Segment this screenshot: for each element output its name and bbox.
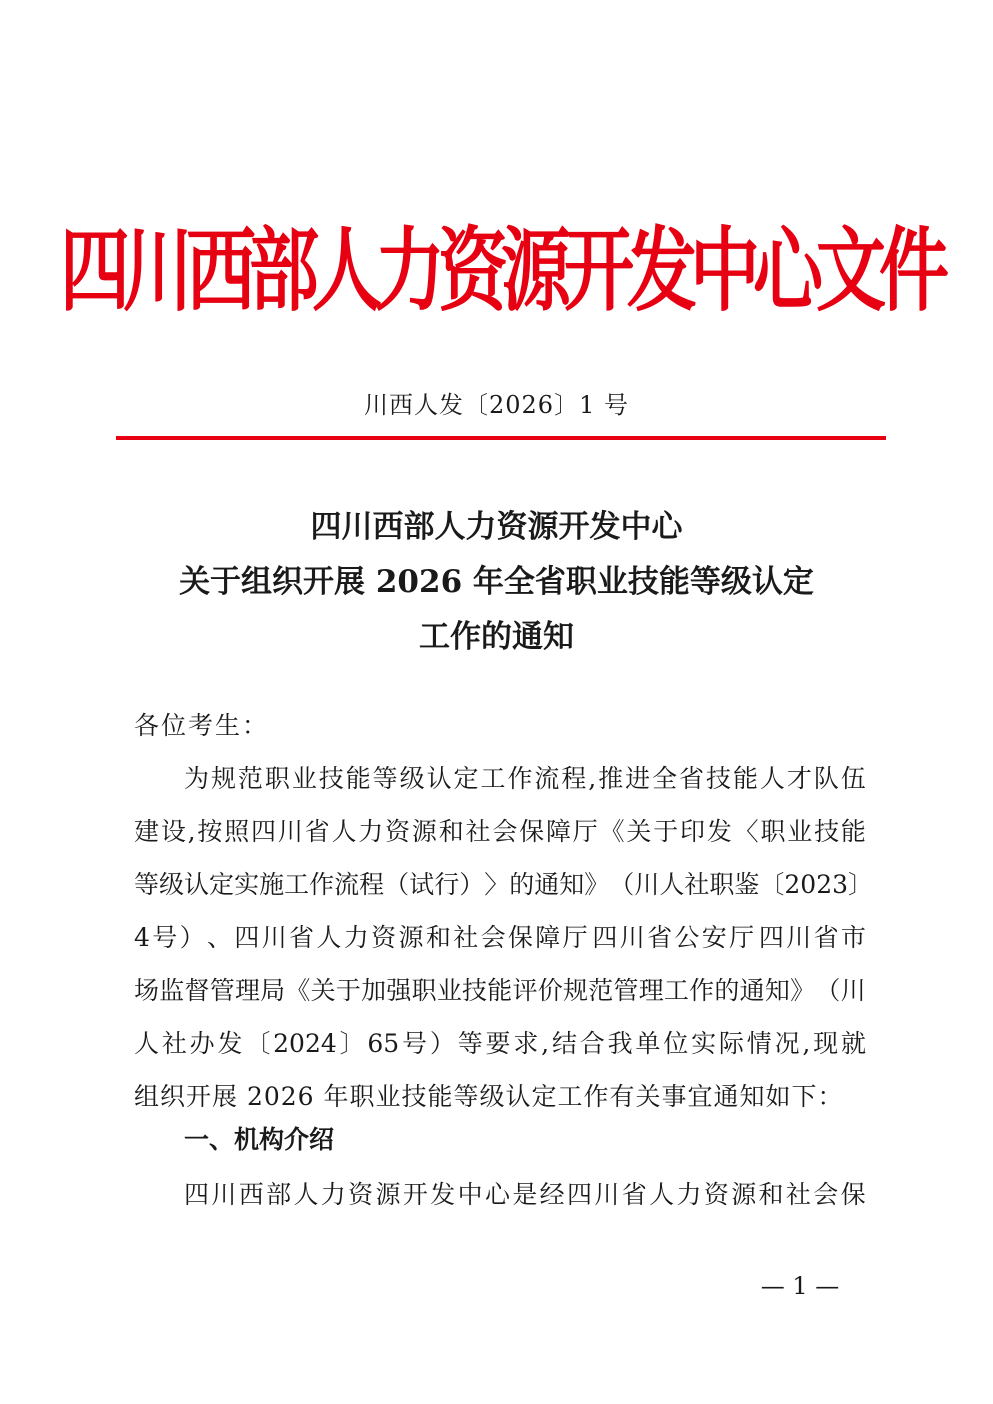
- body-text: 位: [663, 1029, 689, 1058]
- body-text: 作: [507, 764, 533, 793]
- body-text: ）: [429, 1029, 455, 1058]
- body-text: 职: [760, 817, 786, 846]
- body-text: 价: [537, 976, 563, 1005]
- section-text: 发: [430, 1180, 456, 1209]
- body-text: 〕: [848, 870, 874, 899]
- body-text: 〔: [759, 870, 785, 899]
- body-text: 定: [209, 870, 235, 899]
- body-text: ）: [179, 923, 205, 952]
- body-text: 保: [519, 817, 545, 846]
- section-paragraph: [184, 1168, 866, 1221]
- body-text: 我: [607, 1029, 633, 1058]
- body-text: 技: [462, 976, 488, 1005]
- body-text: 人: [659, 870, 685, 899]
- body-text: 推: [598, 764, 624, 793]
- body-text: 工: [284, 870, 310, 899]
- body-text: 、: [206, 923, 232, 952]
- salutation: 各位考生：: [134, 711, 270, 740]
- body-text: 等: [457, 1029, 483, 1058]
- body-text: 社: [161, 1029, 187, 1058]
- body-text: 资: [385, 817, 411, 846]
- body-text: 省: [289, 923, 315, 952]
- body-text: 全: [652, 764, 678, 793]
- body-text: 监: [159, 976, 185, 1005]
- body-text: 规: [562, 976, 588, 1005]
- body-text: 等: [372, 764, 398, 793]
- section-text: 省: [621, 1180, 647, 1209]
- body-text: 级: [399, 764, 425, 793]
- body-text: 伍: [840, 764, 866, 793]
- body-text: 就: [840, 1029, 866, 1058]
- body-text: 会: [492, 817, 518, 846]
- section-text: 和: [758, 1180, 784, 1209]
- body-line: [134, 752, 866, 805]
- body-text: 《: [285, 976, 311, 1005]
- body-text: ,: [541, 1029, 550, 1058]
- body-text: （: [609, 870, 635, 899]
- document-header: 四川西部人力资源开发中心文件: [60, 217, 942, 325]
- body-text: 社: [684, 870, 710, 899]
- body-text: 的: [714, 976, 740, 1005]
- body-text: 职: [411, 976, 437, 1005]
- body-line: [134, 805, 866, 858]
- body-text: 〕: [339, 1029, 365, 1058]
- body-text: 作: [689, 976, 715, 1005]
- section-text: 力: [676, 1180, 702, 1209]
- body-text: 源: [398, 923, 424, 952]
- section-text: 心: [484, 1180, 510, 1209]
- body-text: 工: [663, 976, 689, 1005]
- body-text: 管: [613, 976, 639, 1005]
- body-text: 实: [234, 870, 260, 899]
- body-text: 于: [335, 976, 361, 1005]
- body-text: 人: [331, 817, 357, 846]
- section-text: 中: [457, 1180, 483, 1209]
- body-text: 川: [840, 976, 866, 1005]
- body-text: 于: [653, 817, 679, 846]
- body-text: 队: [813, 764, 839, 793]
- body-text: 障: [535, 923, 561, 952]
- body-text: 2023: [784, 870, 849, 899]
- section-text: 社: [785, 1180, 811, 1209]
- body-text: 能: [840, 817, 866, 846]
- body-text: 社: [453, 923, 479, 952]
- body-text: 办: [189, 1029, 215, 1058]
- section-text: 川: [594, 1180, 620, 1209]
- body-text: 作: [309, 870, 335, 899]
- body-text: 求: [513, 1029, 539, 1058]
- body-text: 公: [674, 923, 700, 952]
- body-text: 况: [774, 1029, 800, 1058]
- body-text: 人: [316, 923, 342, 952]
- body-text: 印: [680, 817, 706, 846]
- red-divider: [116, 436, 886, 440]
- body-text: 强: [386, 976, 412, 1005]
- section-text: 资: [703, 1180, 729, 1209]
- body-text: 结: [551, 1029, 577, 1058]
- body-text: 川: [634, 870, 660, 899]
- body-text: 鉴: [734, 870, 760, 899]
- body-text: 》: [790, 976, 816, 1005]
- page-number: — 1 —: [760, 1272, 840, 1300]
- body-text: 四: [234, 923, 260, 952]
- body-text: 发: [706, 817, 732, 846]
- body-text: 工: [480, 764, 506, 793]
- body-text: 按: [197, 817, 223, 846]
- body-text: 能: [487, 976, 513, 1005]
- section-text: 四: [567, 1180, 593, 1209]
- body-text: ,: [588, 764, 597, 793]
- body-text: 2024: [273, 1029, 337, 1058]
- body-text: 社: [465, 817, 491, 846]
- body-text: 关: [310, 976, 336, 1005]
- section-text: 人: [293, 1180, 319, 1209]
- body-text: 通: [534, 870, 560, 899]
- body-text: 施: [259, 870, 285, 899]
- body-text: 才: [786, 764, 812, 793]
- body-text: 障: [545, 817, 571, 846]
- section-heading: 一、机构介绍: [184, 1125, 335, 1154]
- body-text: 进: [625, 764, 651, 793]
- body-text: 4: [134, 923, 150, 952]
- body-text: （: [815, 976, 841, 1005]
- section-text: 开: [402, 1180, 428, 1209]
- body-text: 照: [224, 817, 250, 846]
- body-text: 际: [718, 1029, 744, 1058]
- section-text: 川: [211, 1180, 237, 1209]
- document-number: 川西人发〔2026〕1 号: [364, 391, 629, 419]
- body-text: 范: [237, 764, 263, 793]
- body-text: 职: [709, 870, 735, 899]
- body-text: ）: [459, 870, 485, 899]
- body-text: 力: [358, 817, 384, 846]
- body-text: 〉: [484, 870, 510, 899]
- body-line: [134, 1017, 866, 1070]
- body-text: 四: [758, 923, 784, 952]
- body-line: [134, 1070, 866, 1123]
- body-text: 川: [261, 923, 287, 952]
- body-text: 市: [840, 923, 866, 952]
- body-text: 管: [209, 976, 235, 1005]
- body-text: 号: [402, 1029, 428, 1058]
- body-line: [134, 911, 866, 964]
- body-text: 流: [334, 870, 360, 899]
- body-text: 省: [304, 817, 330, 846]
- body-text: 为: [184, 764, 210, 793]
- body-text: 级: [159, 870, 185, 899]
- body-text: 〔: [245, 1029, 271, 1058]
- body-text: 加: [361, 976, 387, 1005]
- body-text: 省: [813, 923, 839, 952]
- body-text: 厅: [562, 923, 588, 952]
- body-text: 设: [160, 817, 186, 846]
- body-text: 厅: [729, 923, 755, 952]
- title-line: 四川西部人力资源开发中心: [310, 509, 683, 545]
- body-text: 能: [732, 764, 758, 793]
- body-text: 情: [746, 1029, 772, 1058]
- body-text: 知: [764, 976, 790, 1005]
- body-text: 省: [647, 923, 673, 952]
- section-text: 部: [266, 1180, 292, 1209]
- body-text: 程: [561, 764, 587, 793]
- body-text: 理: [638, 976, 664, 1005]
- body-text: 合: [579, 1029, 605, 1058]
- section-text: 力: [320, 1180, 346, 1209]
- body-text: 资: [371, 923, 397, 952]
- body-text: 认: [184, 870, 210, 899]
- title-line: 关于组织开展 2026 年全省职业技能等级认定: [179, 564, 814, 600]
- body-text: 《: [599, 817, 625, 846]
- body-text: 关: [626, 817, 652, 846]
- body-text: 技: [318, 764, 344, 793]
- body-text: 组织开展 2026 年职业技能等级认定工作有关事宜通知如下：: [134, 1082, 844, 1111]
- section-text: 源: [731, 1180, 757, 1209]
- body-text: （: [384, 870, 410, 899]
- body-text: 通: [739, 976, 765, 1005]
- body-text: 局: [260, 976, 286, 1005]
- body-text: 督: [184, 976, 210, 1005]
- body-text: 源: [411, 817, 437, 846]
- body-text: 会: [480, 923, 506, 952]
- body-line: [134, 858, 874, 911]
- body-text: 建: [134, 817, 160, 846]
- body-text: 技: [814, 817, 840, 846]
- body-text: 规: [210, 764, 236, 793]
- body-text: 的: [509, 870, 535, 899]
- title-line: 工作的通知: [419, 619, 574, 655]
- section-text: 经: [539, 1180, 565, 1209]
- body-text: 厅: [572, 817, 598, 846]
- body-text: 实: [691, 1029, 717, 1058]
- body-text: 理: [234, 976, 260, 1005]
- body-text: 要: [485, 1029, 511, 1058]
- body-text: 认: [426, 764, 452, 793]
- body-text: 省: [679, 764, 705, 793]
- body-text: 川: [277, 817, 303, 846]
- body-text: 现: [813, 1029, 839, 1058]
- body-text: 65: [367, 1029, 400, 1058]
- body-paragraph: [134, 752, 874, 1123]
- body-text: 号: [152, 923, 178, 952]
- body-text: 人: [134, 1029, 160, 1058]
- body-text: 技: [706, 764, 732, 793]
- body-text: 流: [534, 764, 560, 793]
- body-text: 川: [786, 923, 812, 952]
- section-text: 保: [840, 1180, 866, 1209]
- body-text: ,: [187, 817, 196, 846]
- body-text: ,: [802, 1029, 811, 1058]
- section-text: 四: [184, 1180, 210, 1209]
- body-text: 行: [434, 870, 460, 899]
- section-text: 西: [238, 1180, 264, 1209]
- section-text: 源: [375, 1180, 401, 1209]
- body-text: 业: [291, 764, 317, 793]
- notice-title: [100, 500, 893, 665]
- body-text: 〈: [733, 817, 759, 846]
- body-text: 保: [507, 923, 533, 952]
- body-text: 试: [409, 870, 435, 899]
- body-text: 四: [251, 817, 277, 846]
- body-text: 四: [592, 923, 618, 952]
- body-text: 范: [588, 976, 614, 1005]
- section-text: 资: [348, 1180, 374, 1209]
- body-text: 人: [759, 764, 785, 793]
- body-text: 川: [619, 923, 645, 952]
- body-text: 评: [512, 976, 538, 1005]
- section-text: 人: [649, 1180, 675, 1209]
- body-text: 知: [559, 870, 585, 899]
- body-text: 业: [787, 817, 813, 846]
- body-text: 能: [345, 764, 371, 793]
- body-text: 发: [217, 1029, 243, 1058]
- body-text: 单: [635, 1029, 661, 1058]
- body-text: 力: [343, 923, 369, 952]
- body-text: 和: [425, 923, 451, 952]
- body-line: [134, 964, 866, 1017]
- body-text: 业: [436, 976, 462, 1005]
- body-text: 安: [701, 923, 727, 952]
- body-text: 职: [264, 764, 290, 793]
- body-text: 和: [438, 817, 464, 846]
- body-text: 程: [359, 870, 385, 899]
- body-text: 等: [134, 870, 160, 899]
- section-text: 是: [512, 1180, 538, 1209]
- body-text: 》: [584, 870, 610, 899]
- body-text: 场: [134, 976, 160, 1005]
- body-text: 定: [453, 764, 479, 793]
- section-text: 会: [813, 1180, 839, 1209]
